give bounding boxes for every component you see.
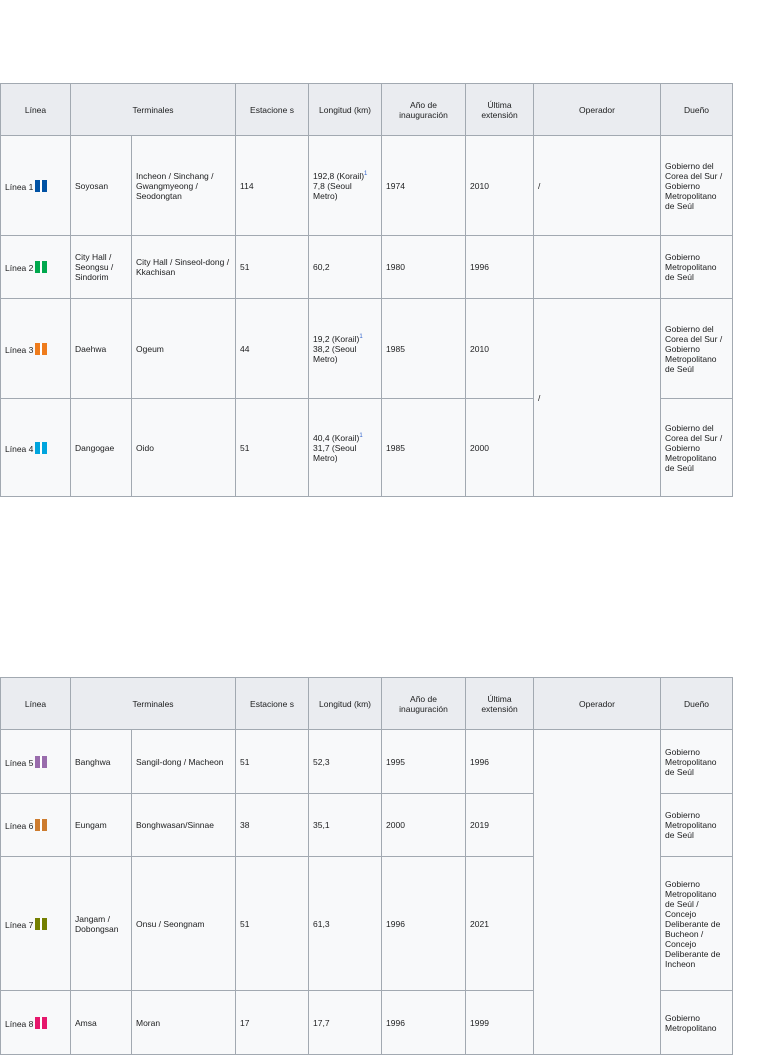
owner[interactable]: Gobierno Metropolitano de Seúl bbox=[661, 730, 733, 794]
header-operador[interactable]: Operador bbox=[534, 678, 661, 730]
last-extension: 2019 bbox=[466, 794, 534, 857]
length bbox=[309, 399, 382, 497]
table-row bbox=[1, 236, 733, 299]
last-extension: 2000 bbox=[466, 399, 534, 497]
last-extension: 2010 bbox=[466, 299, 534, 399]
terminal-a[interactable]: Amsa bbox=[71, 991, 132, 1055]
terminal-b[interactable]: Ogeum bbox=[132, 299, 236, 399]
terminal-a[interactable]: Dangogae bbox=[71, 399, 132, 497]
length: 52,3 bbox=[309, 730, 382, 794]
line-name[interactable]: Línea 8 bbox=[5, 1018, 34, 1029]
header-anio[interactable]: Año de inauguración bbox=[382, 678, 466, 730]
terminal-b[interactable]: Sangil-dong / Macheon bbox=[132, 730, 236, 794]
header-dueno[interactable]: Dueño bbox=[661, 678, 733, 730]
terminal-a[interactable]: Eungam bbox=[71, 794, 132, 857]
last-extension: 2021 bbox=[466, 857, 534, 991]
length-metro: 38,2 (Seoul Metro) bbox=[313, 343, 357, 364]
length-korail: 40,4 (Korail) bbox=[313, 432, 360, 443]
line-name-cell[interactable] bbox=[1, 236, 71, 299]
line-name-cell[interactable] bbox=[1, 991, 71, 1055]
length bbox=[309, 299, 382, 399]
header-terminales[interactable]: Terminales bbox=[71, 678, 236, 730]
line-color-swatch bbox=[35, 819, 47, 831]
line-color-swatch bbox=[35, 756, 47, 768]
header-estaciones[interactable]: Estacione s bbox=[236, 678, 309, 730]
stations: 38 bbox=[236, 794, 309, 857]
line-color-swatch bbox=[35, 343, 47, 355]
opening-year: 1980 bbox=[382, 236, 466, 299]
length-metro: 7,8 (Seoul Metro) bbox=[313, 180, 352, 201]
opening-year: 1974 bbox=[382, 136, 466, 236]
length: 60,2 bbox=[309, 236, 382, 299]
header-ultima[interactable]: Última extensión bbox=[466, 84, 534, 136]
owner[interactable]: Gobierno del Corea del Sur / Gobierno Metropolitano de Seúl bbox=[661, 299, 733, 399]
stations: 44 bbox=[236, 299, 309, 399]
opening-year: 1985 bbox=[382, 299, 466, 399]
line-name[interactable]: Línea 1 bbox=[5, 181, 34, 192]
reference-link[interactable]: 1 bbox=[364, 170, 368, 177]
terminal-b[interactable]: Oido bbox=[132, 399, 236, 497]
length: 17,7 bbox=[309, 991, 382, 1055]
stations: 51 bbox=[236, 399, 309, 497]
reference-link[interactable]: 1 bbox=[359, 333, 363, 340]
lines-table-2 bbox=[0, 677, 733, 1055]
header-operador[interactable]: Operador bbox=[534, 84, 661, 136]
length-korail: 19,2 (Korail) bbox=[313, 333, 360, 344]
operator[interactable] bbox=[534, 236, 661, 299]
terminal-b[interactable]: City Hall / Sinseol-dong / Kkachisan bbox=[132, 236, 236, 299]
last-extension: 1996 bbox=[466, 236, 534, 299]
last-extension: 1999 bbox=[466, 991, 534, 1055]
header-anio[interactable]: Año de inauguración bbox=[382, 84, 466, 136]
stations: 51 bbox=[236, 857, 309, 991]
header-linea[interactable]: Línea bbox=[1, 84, 71, 136]
line-name[interactable]: Línea 2 bbox=[5, 263, 34, 273]
line-name-cell[interactable] bbox=[1, 730, 71, 794]
reference-link[interactable]: 1 bbox=[359, 432, 363, 439]
stations: 51 bbox=[236, 236, 309, 299]
opening-year: 1985 bbox=[382, 399, 466, 497]
line-color-swatch bbox=[35, 180, 47, 192]
terminal-a[interactable]: Soyosan bbox=[71, 136, 132, 236]
operator[interactable]: / bbox=[534, 299, 661, 497]
line-color-swatch bbox=[35, 442, 47, 454]
terminal-b[interactable]: Moran bbox=[132, 991, 236, 1055]
stations: 51 bbox=[236, 730, 309, 794]
line-name-cell[interactable] bbox=[1, 136, 71, 236]
line-name-cell[interactable] bbox=[1, 299, 71, 399]
opening-year: 1996 bbox=[382, 857, 466, 991]
header-dueno[interactable]: Dueño bbox=[661, 84, 733, 136]
operator[interactable] bbox=[534, 730, 661, 1055]
owner[interactable]: Gobierno Metropolitano de Seúl / Concejo Deliberante de Bucheon / Concejo Deliberante de Incheon bbox=[661, 857, 733, 991]
lines-table-1 bbox=[0, 83, 733, 497]
length: 61,3 bbox=[309, 857, 382, 991]
owner[interactable]: Gobierno Metropolitano de Seúl bbox=[661, 794, 733, 857]
line-name[interactable]: Línea 5 bbox=[5, 757, 34, 768]
line-name[interactable]: Línea 4 bbox=[5, 443, 34, 454]
terminal-a[interactable]: Jangam / Dobongsan bbox=[71, 857, 132, 991]
header-linea[interactable]: Línea bbox=[1, 678, 71, 730]
line-name[interactable]: Línea 7 bbox=[5, 919, 34, 930]
length: 35,1 bbox=[309, 794, 382, 857]
header-row bbox=[1, 84, 733, 136]
terminal-b[interactable]: Bonghwasan/Sinnae bbox=[132, 794, 236, 857]
opening-year: 1995 bbox=[382, 730, 466, 794]
terminal-a[interactable]: City Hall / Seongsu / Sindorim bbox=[71, 236, 132, 299]
opening-year: 1996 bbox=[382, 991, 466, 1055]
line-color-swatch bbox=[35, 1017, 47, 1029]
header-row bbox=[1, 678, 733, 730]
header-terminales[interactable]: Terminales bbox=[71, 84, 236, 136]
owner[interactable]: Gobierno del Corea del Sur / Gobierno Metropolitano de Seúl bbox=[661, 136, 733, 236]
stations: 114 bbox=[236, 136, 309, 236]
terminal-b[interactable]: Incheon / Sinchang / Gwangmyeong / Seodongtan bbox=[132, 136, 236, 236]
owner[interactable]: Gobierno Metropolitano bbox=[661, 991, 733, 1055]
stations: 17 bbox=[236, 991, 309, 1055]
owner[interactable]: Gobierno del Corea del Sur / Gobierno Metropolitano de Seúl bbox=[661, 399, 733, 497]
line-name[interactable]: Línea 6 bbox=[5, 821, 34, 831]
opening-year: 2000 bbox=[382, 794, 466, 857]
length-korail: 192,8 (Korail) bbox=[313, 170, 365, 181]
operator[interactable]: / bbox=[534, 136, 661, 236]
terminal-a[interactable]: Daehwa bbox=[71, 299, 132, 399]
header-longitud[interactable]: Longitud (km) bbox=[309, 84, 382, 136]
header-longitud[interactable]: Longitud (km) bbox=[309, 678, 382, 730]
line-color-swatch bbox=[35, 918, 47, 930]
line-name-cell[interactable] bbox=[1, 794, 71, 857]
table-row bbox=[1, 136, 733, 236]
line-name-cell[interactable] bbox=[1, 857, 71, 991]
header-estaciones[interactable]: Estacione s bbox=[236, 84, 309, 136]
length bbox=[309, 136, 382, 236]
owner[interactable]: Gobierno Metropolitano de Seúl bbox=[661, 236, 733, 299]
line-color-swatch bbox=[35, 261, 47, 273]
terminal-a[interactable]: Banghwa bbox=[71, 730, 132, 794]
line-name-cell[interactable] bbox=[1, 399, 71, 497]
header-ultima[interactable]: Última extensión bbox=[466, 678, 534, 730]
terminal-b[interactable]: Onsu / Seongnam bbox=[132, 857, 236, 991]
table-row bbox=[1, 299, 733, 399]
last-extension: 1996 bbox=[466, 730, 534, 794]
table-row bbox=[1, 730, 733, 794]
last-extension: 2010 bbox=[466, 136, 534, 236]
length-metro: 31,7 (Seoul Metro) bbox=[313, 442, 357, 463]
line-name[interactable]: Línea 3 bbox=[5, 344, 34, 355]
